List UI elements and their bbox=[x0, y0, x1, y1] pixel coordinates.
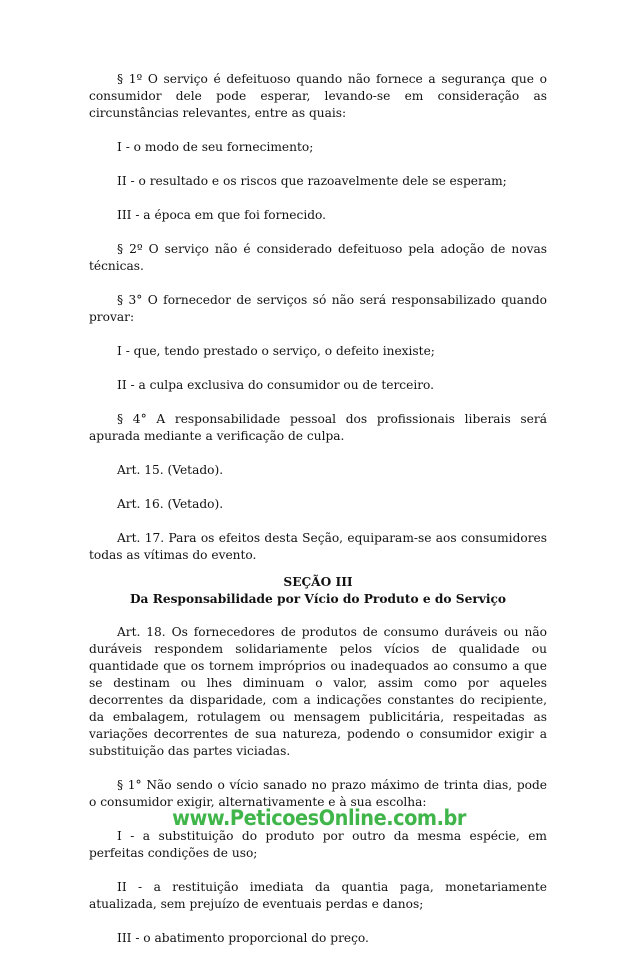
paragraph-9: § 4° A responsabilidade pessoal dos profissionais liberais será apurada mediante a verificação de culpa. bbox=[89, 412, 547, 443]
paragraph-7: I - que, tendo prestado o serviço, o defeito inexiste; bbox=[117, 344, 435, 358]
paragraph-10: Art. 15. (Vetado). bbox=[117, 463, 224, 477]
paragraph-5: § 2º O serviço não é considerado defeituoso pela adoção de novas técnicas. bbox=[89, 242, 547, 273]
paragraph-17: III - o abatimento proporcional do preço. bbox=[117, 931, 369, 945]
watermark-suffix: .com.br bbox=[386, 806, 466, 830]
paragraph-8: II - a culpa exclusiva do consumidor ou de terceiro. bbox=[117, 378, 435, 392]
document-page bbox=[89, 71, 547, 964]
section-title: Da Responsabilidade por Vício do Produto e do Serviço bbox=[129, 592, 506, 606]
paragraph-12: Art. 17. Para os efeitos desta Seção, equiparam-se aos consumidores todas as vítimas do evento. bbox=[89, 531, 547, 562]
site-watermark bbox=[26, 806, 613, 830]
section-number: SEÇÃO III bbox=[283, 575, 353, 589]
paragraph-16: II - a restituição imediata da quantia paga, monetariamente atualizada, sem prejuízo de eventuais perdas e danos; bbox=[89, 880, 547, 911]
paragraph-2: I - o modo de seu fornecimento; bbox=[117, 140, 314, 154]
paragraph-1: § 1º O serviço é defeituoso quando não fornece a segurança que o consumidor dele pode esperar, levando-se em consideração as circunstâncias relevantes, entre as quais: bbox=[89, 72, 547, 120]
paragraph-15: I - a substituição do produto por outro da mesma espécie, em perfeitas condições de uso; bbox=[89, 829, 547, 860]
paragraph-13: Art. 18. Os fornecedores de produtos de consumo duráveis ou não duráveis respondem solidariamente pelos vícios de qualidade ou quantidade que os tornem impróprios ou inadequados ao consumo a que se destinam ou lhes diminuam o valor, assim como por aqueles decorrentes da disparidade, com a indicações constantes do recipiente, da embalagem, rotulagem ou mensagem publicitária, respeitadas as variações decorrentes de sua natureza, podendo o consumidor exigir a substituição das partes viciadas. bbox=[89, 625, 547, 758]
paragraph-11: Art. 16. (Vetado). bbox=[117, 497, 224, 511]
section-heading bbox=[89, 574, 547, 608]
watermark-prefix: www. bbox=[172, 806, 230, 830]
paragraph-3: II - o resultado e os riscos que razoavelmente dele se esperam; bbox=[117, 174, 507, 188]
paragraph-4: III - a época em que foi fornecido. bbox=[117, 208, 327, 222]
watermark-brand: PeticoesOnline bbox=[229, 806, 387, 830]
paragraph-14: § 1° Não sendo o vício sanado no prazo máximo de trinta dias, pode o consumidor exigir, alternativamente e à sua escolha: bbox=[89, 778, 547, 809]
paragraph-6: § 3° O fornecedor de serviços só não será responsabilizado quando provar: bbox=[89, 293, 547, 324]
